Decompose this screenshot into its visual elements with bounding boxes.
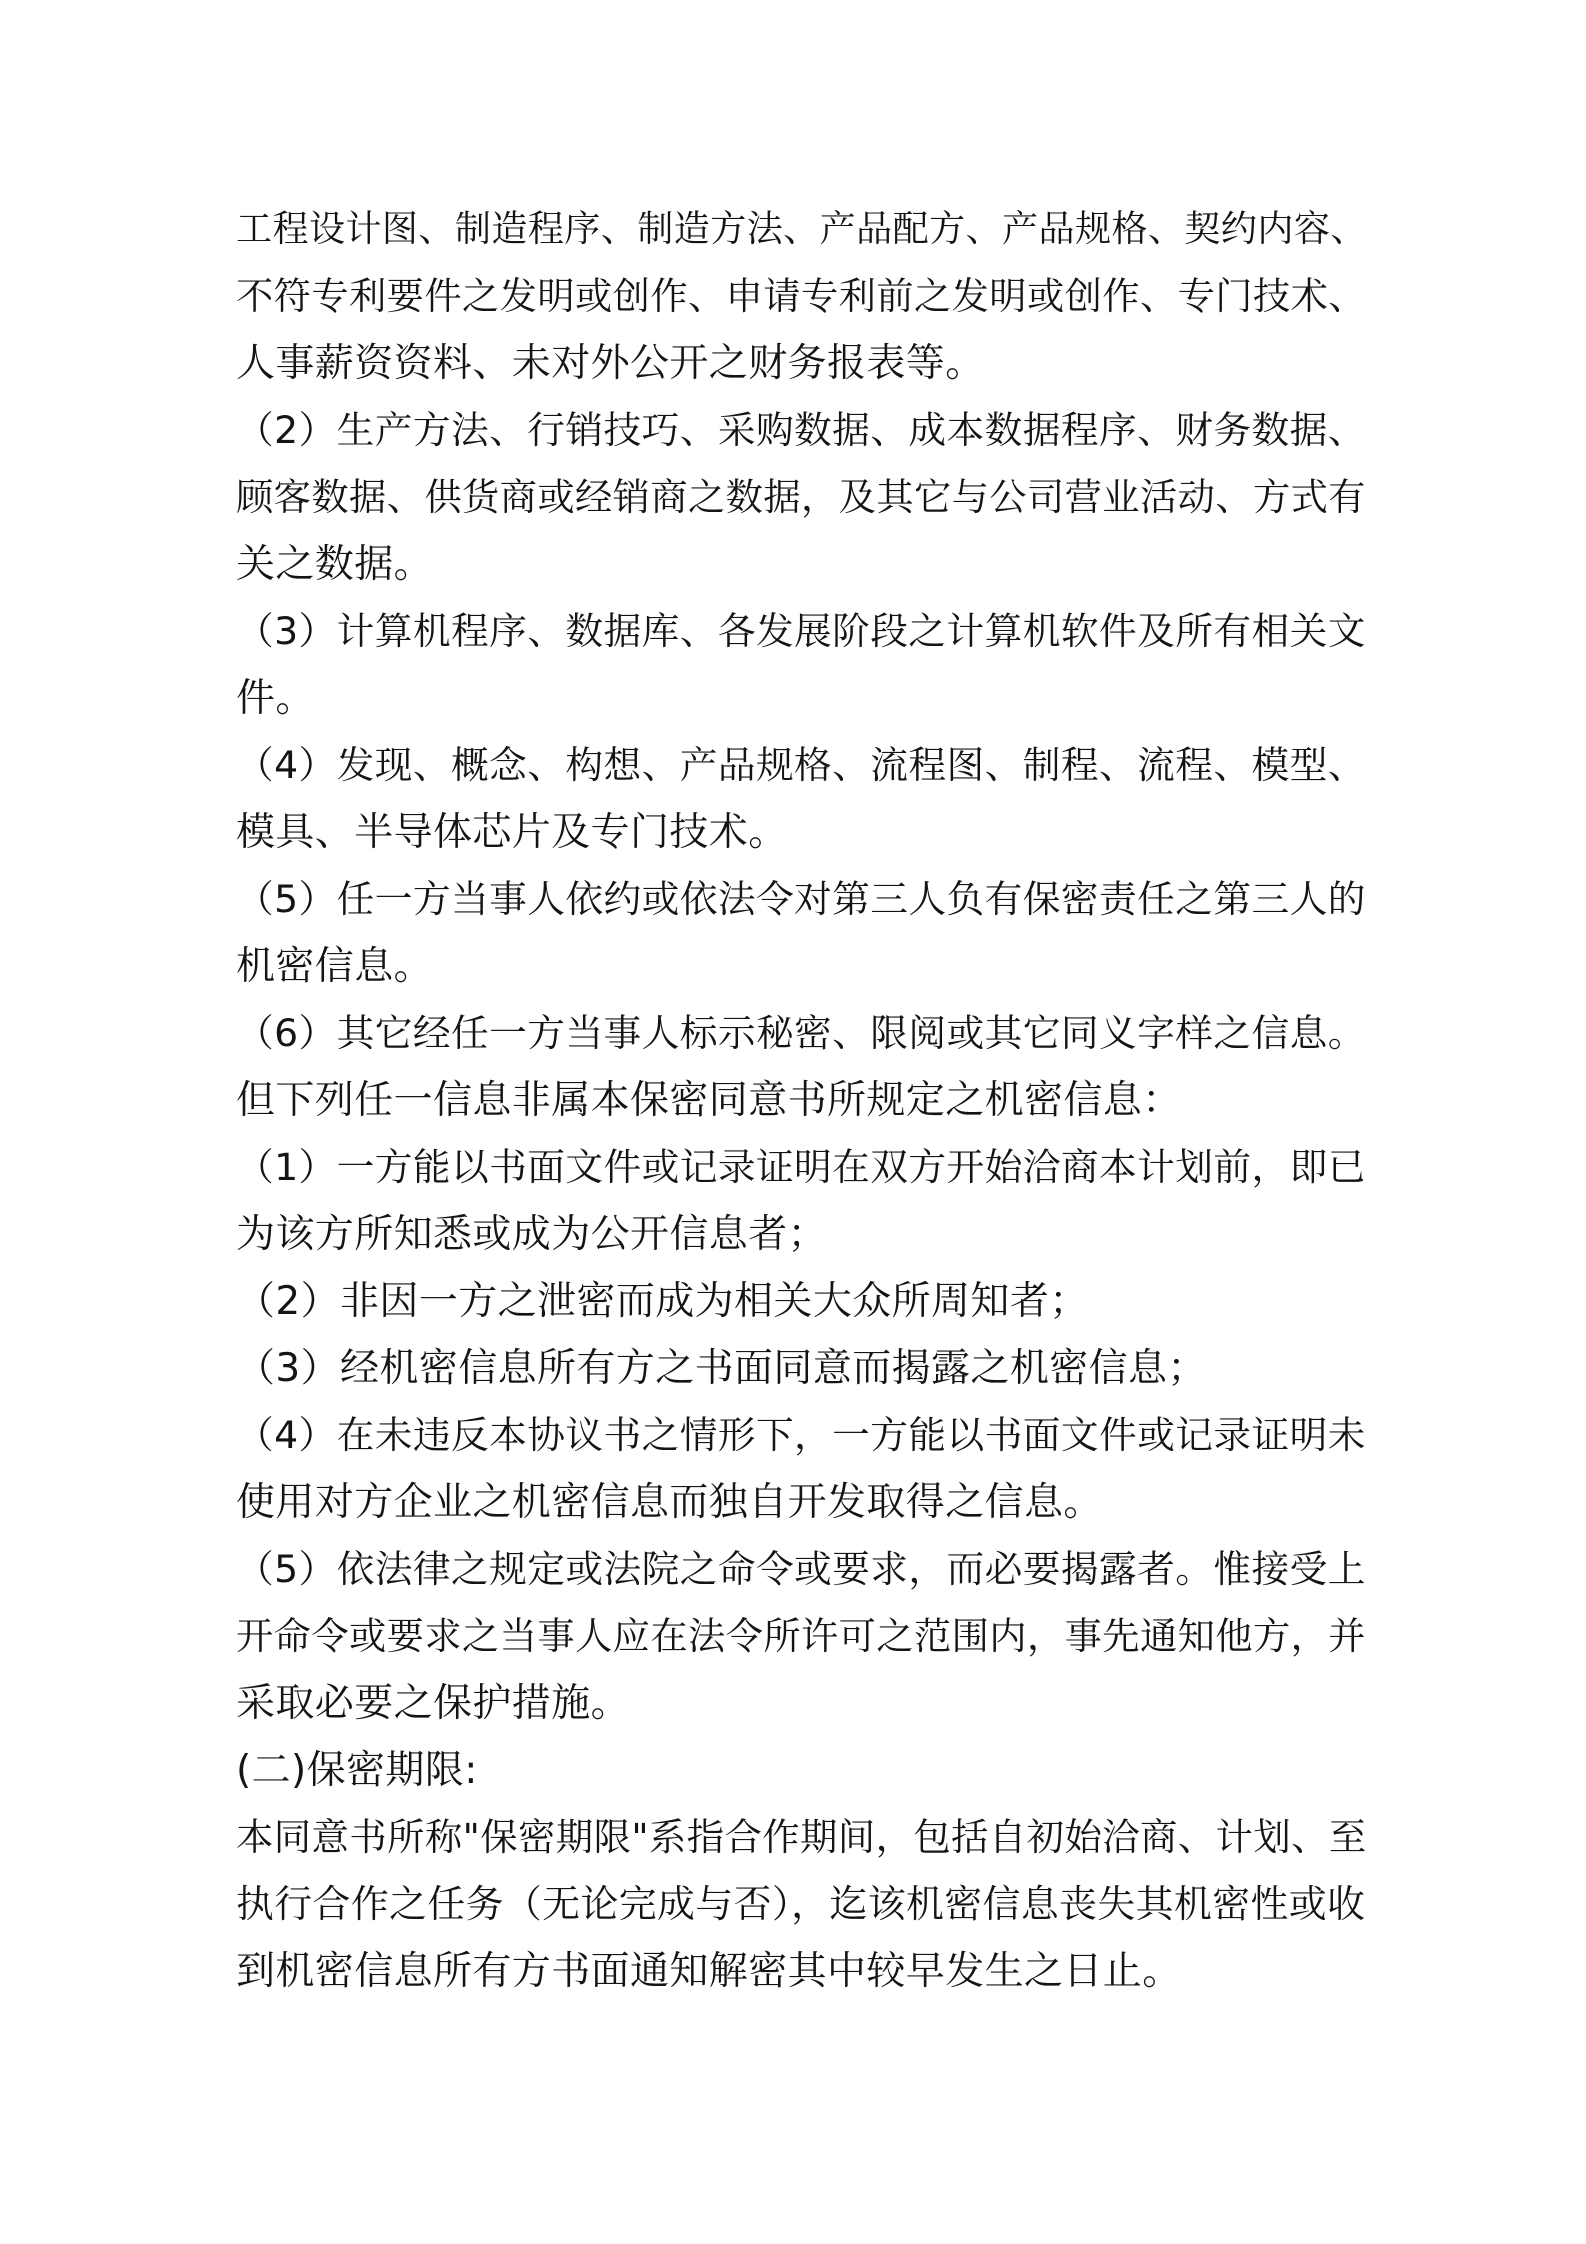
text-line: 机密信息。	[236, 944, 434, 989]
text-line: 采取必要之保护措施。	[236, 1681, 631, 1726]
text-line: 件。	[236, 676, 315, 721]
list-item-line: （5）任一方当事人依约或依法令对第三人负有保密责任之第三人的	[236, 877, 1366, 921]
text-line: 为该方所知悉或成为公开信息者；	[236, 1212, 828, 1257]
text-line: 工程设计图、制造程序、制造方法、产品配方、产品规格、契约内容、	[236, 208, 1367, 250]
text-line: 不符专利要件之发明或创作、申请专利前之发明或创作、专门技术、	[236, 274, 1366, 318]
document-body	[236, 196, 1366, 2005]
text-line: 人事薪资资料、未对外公开之财务报表等。	[236, 341, 985, 386]
list-item-line: （2）非因一方之泄密而成为相关大众所周知者；	[236, 1279, 1089, 1324]
text-line: 到机密信息所有方书面通知解密其中较早发生之日止。	[236, 1949, 1182, 1994]
list-item-line: （3）计算机程序、数据库、各发展阶段之计算机软件及所有相关文	[236, 609, 1366, 653]
list-item-line: （2）生产方法、行销技巧、采购数据、成本数据程序、财务数据、	[236, 408, 1366, 452]
section-heading: (二)保密期限:	[236, 1748, 478, 1793]
text-line: 开命令或要求之当事人应在法令所许可之范围内，事先通知他方，并	[236, 1614, 1366, 1658]
list-item-line: （4）在未违反本协议书之情形下，一方能以书面文件或记录证明未	[236, 1413, 1366, 1457]
text-line: 顾客数据、供货商或经销商之数据，及其它与公司营业活动、方式有	[236, 475, 1366, 519]
list-item-line: （1）一方能以书面文件或记录证明在双方开始洽商本计划前，即已	[236, 1145, 1366, 1189]
list-item-line: （5）依法律之规定或法院之命令或要求，而必要揭露者。惟接受上	[236, 1547, 1366, 1591]
text-line: 模具、半导体芯片及专门技术。	[236, 810, 788, 855]
list-item-line: （3）经机密信息所有方之书面同意而揭露之机密信息；	[236, 1346, 1207, 1391]
list-item-line: （4）发现、概念、构想、产品规格、流程图、制程、流程、模型、	[236, 743, 1366, 787]
text-line: 执行合作之任务（无论完成与否），迄该机密信息丧失其机密性或收	[236, 1882, 1366, 1926]
text-line: 关之数据。	[236, 542, 434, 587]
text-line: 本同意书所称"保密期限"系指合作期间，包括自初始洽商、计划、至	[236, 1815, 1367, 1859]
text-line: 使用对方企业之机密信息而独自开发取得之信息。	[236, 1480, 1103, 1525]
text-line: 但下列任一信息非属本保密同意书所规定之机密信息：	[236, 1078, 1182, 1123]
list-item-line: （6）其它经任一方当事人标示秘密、限阅或其它同义字样之信息。	[236, 1011, 1366, 1055]
